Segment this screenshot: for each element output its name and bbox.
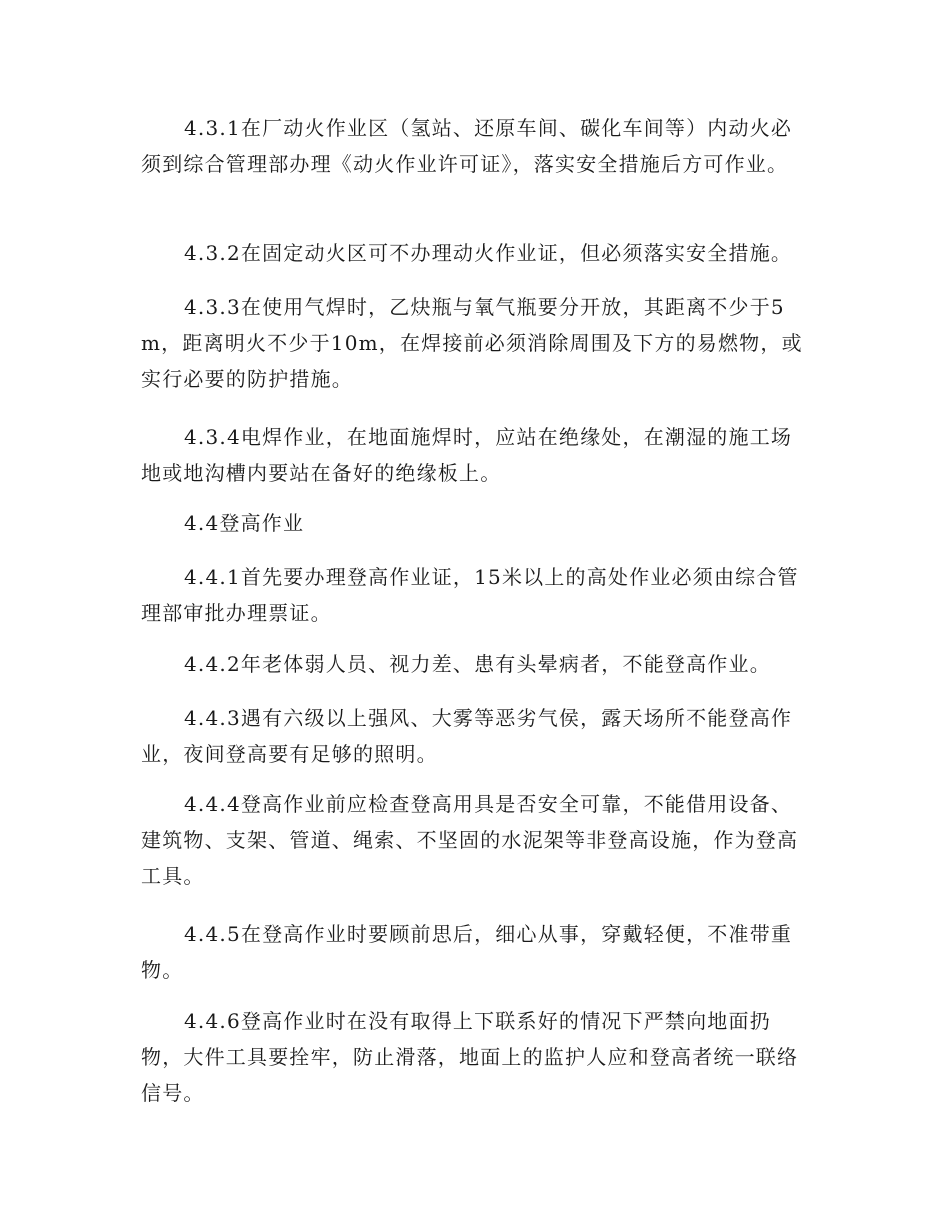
paragraph-4-4-4: 4.4.4登高作业前应检查登高用具是否安全可靠，不能借用设备、建筑物、支架、管道、绳索、不坚固的水泥架等非登高设施，作为登高工具。 [141, 792, 799, 888]
paragraph-4-4-5: 4.4.5在登高作业时要顾前思后，细心从事，穿戴轻便，不准带重物。 [141, 922, 793, 982]
paragraph-4-3-1: 4.3.1在厂动火作业区（氢站、还原车间、碳化车间等）内动火必须到综合管理部办理《动火作业许可证》，落实安全措施后方可作业。 [141, 116, 793, 176]
paragraph-4-4-6: 4.4.6登高作业时在没有取得上下联系好的情况下严禁向地面扔物，大件工具要拴牢，防止滑落，地面上的监护人应和登高者统一联络信号。 [141, 1009, 799, 1105]
paragraph-4-3-3: 4.3.3在使用气焊时，乙炔瓶与氧气瓶要分开放，其距离不少于5m，距离明火不少于10m，在焊接前必须消除周围及下方的易燃物，或实行必要的防护措施。 [141, 295, 803, 391]
paragraph-4-4-1: 4.4.1首先要办理登高作业证，15米以上的高处作业必须由综合管理部审批办理票证。 [141, 565, 799, 625]
section-heading-4-4: 4.4登高作业 [184, 511, 305, 535]
paragraph-4-4-2: 4.4.2年老体弱人员、视力差、患有头晕病者，不能登高作业。 [184, 652, 771, 676]
paragraph-4-3-4: 4.3.4电焊作业，在地面施焊时，应站在绝缘处，在潮湿的施工场地或地沟槽内要站在备好的绝缘板上。 [141, 425, 793, 485]
paragraph-4-4-3: 4.4.3遇有六级以上强风、大雾等恶劣气侯，露天场所不能登高作业，夜间登高要有足够的照明。 [141, 706, 793, 766]
paragraph-4-3-2: 4.3.2在固定动火区可不办理动火作业证，但必须落实安全措施。 [184, 241, 793, 265]
